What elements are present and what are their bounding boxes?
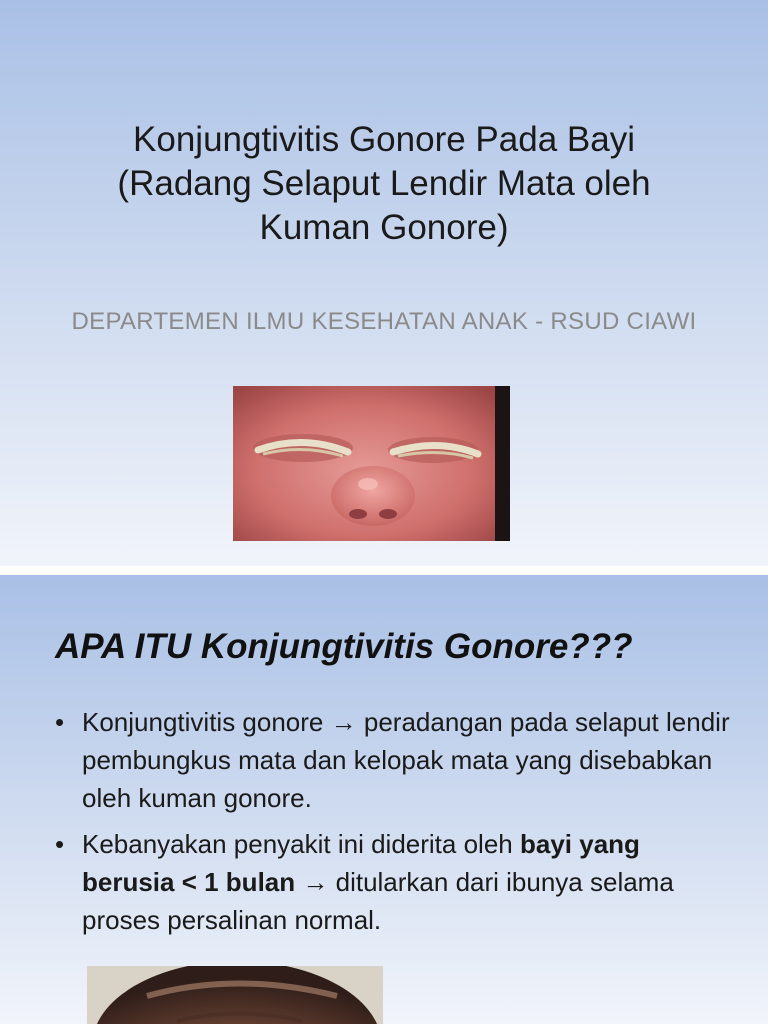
bullet-list (55, 703, 735, 947)
definition-heading: APA ITU Konjungtivitis Gonore??? (55, 627, 633, 666)
slide-gap (0, 566, 768, 575)
title-line-3: Kuman Gonore) (259, 208, 509, 247)
infant-eye-illustration (233, 386, 510, 541)
slide-title-heading (40, 118, 728, 250)
bullet-item-transmission (55, 825, 735, 939)
title-line-1: Konjungtivitis Gonore Pada Bayi (133, 120, 635, 159)
infant-eye-photo (233, 386, 510, 541)
bullet-item-definition (55, 703, 735, 817)
infant-face-illustration (87, 966, 383, 1024)
arrow-icon: → (302, 867, 329, 897)
infant-face-photo (87, 966, 383, 1024)
bullet1-text-cont: peradangan pada selaput lendir pembungkus mata dan kelopak mata yang disebabkan oleh kuman gonore. (82, 707, 730, 813)
bullet-icon: • (55, 829, 65, 859)
bullet2-text: Kebanyakan penyakit ini diderita oleh (82, 829, 513, 859)
bullet2-bold-text: bayi yang berusia < 1 bulan (82, 829, 640, 897)
department-subtitle: DEPARTEMEN ILMU KESEHATAN ANAK - RSUD CIAWI (71, 308, 697, 335)
arrow-icon: → (330, 707, 357, 737)
bullet1-text: Konjungtivitis gonore (82, 707, 324, 737)
title-line-2: (Radang Selaput Lendir Mata oleh (117, 164, 651, 203)
bullet2-text-cont: ditularkan dari ibunya selama proses persalinan normal. (82, 867, 674, 935)
bullet-icon: • (55, 707, 65, 737)
slide-definition (0, 575, 768, 1024)
